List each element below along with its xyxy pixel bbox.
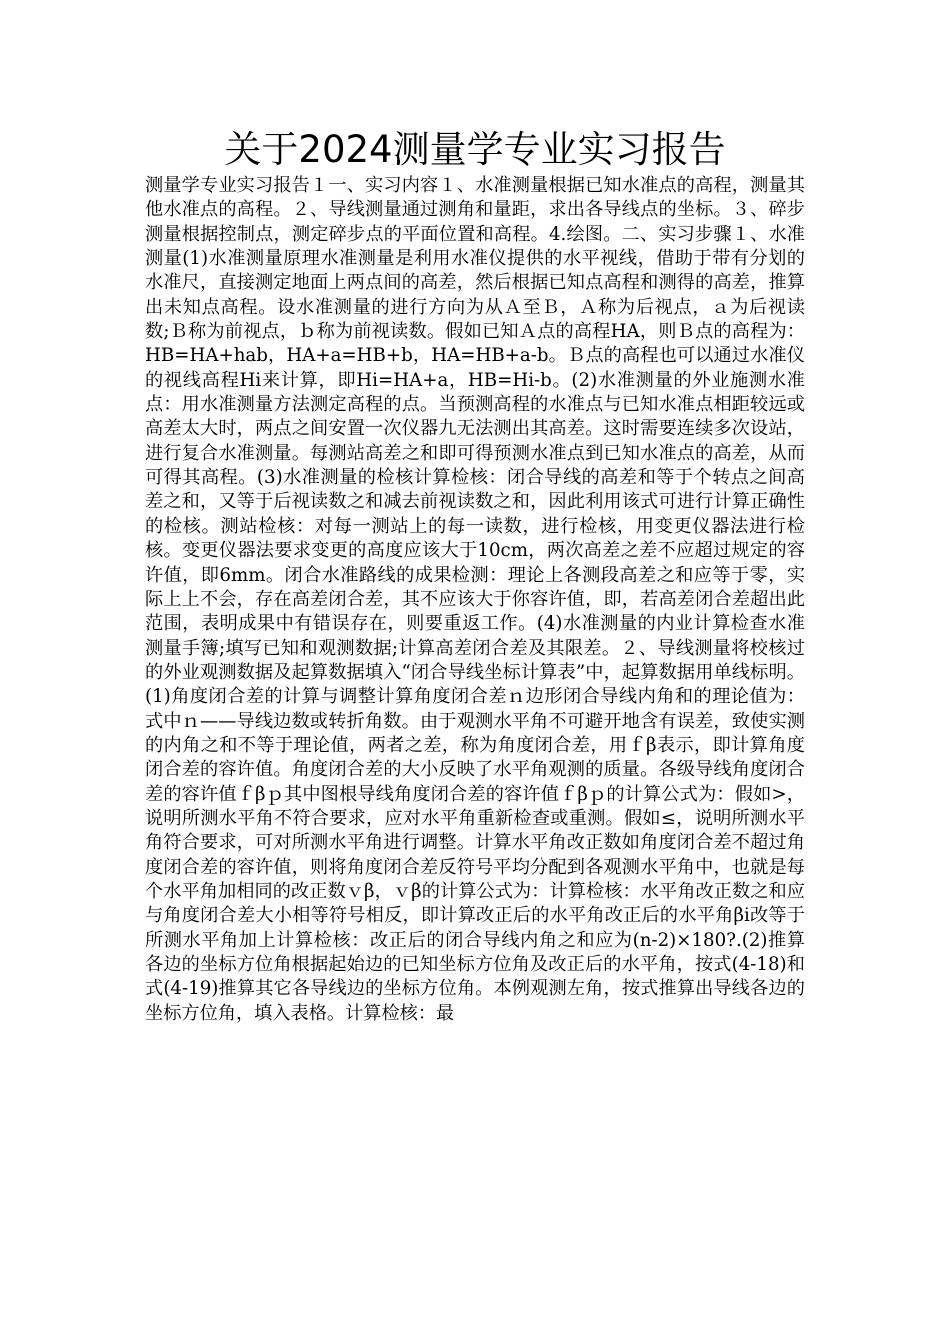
document-body-text: 测量学专业实习报告１一、实习内容１、水准测量根据已知水准点的高程，测量其他水准点的高程。２、导线测量通过测角和量距，求出各导线点的坐标。３、碎步测量根据控制点，测定碎步点的平面位置和高程。4.绘图。二、实习步骤１、水准测量(1)水准测量原理水准测量是利用水准仪提供的水平视线，借助于带有分划的水准尺，直接测定地面上两点间的高差，然后根据已知点高程和测得的高差，推算出未知点高程。设水准测量的进行方向为从Ａ至Ｂ，Ａ称为后视点，ａ为后视读数;Ｂ称为前视点，ｂ称为前视读数。假如已知Ａ点的高程HA，则Ｂ点的高程为：HB=HA+hab，HA+a=HB+b，HA=HB+a-b。Ｂ点的高程也可以通过水准仪的视线高程Hi来计算，即Hi=HA+a，HB=Hi-b。(2)水准测量的外业施测水准点：用水准测量方法测定高程的点。当预测高程的水准点与已知水准点相距较远或高差太大时，两点之间安置一次仪器九无法测出其高差。这时需要连续多次设站，进行复合水准测量。每测站高差之和即可得预测水准点到已知水准点的高差，从而可得其高程。(3)水准测量的检核计算检核：闭合导线的高差和等于个转点之间高差之和，又等于后视读数之和减去前视读数之和，因此利用该式可进行计算正确性的检核。测站检核：对每一测站上的每一读数，进行检核，用变更仪器法进行检核。变更仪器法要求变更的高度应该大于10cm，两次高差之差不应超过规定的容许值，即6mm。闭合水准路线的成果检测：理论上各测段高差之和应等于零，实际上上不会，存在高差闭合差，其不应该大于你容许值，即，若高差闭合差超出此范围，表明成果中有错误存在，则要重返工作。(4)水准测量的内业计算检查水准测量手簿;填写已知和观测数据;计算高差闭合差及其限差。２、导线测量将校核过的外业观测数据及起算数据填入“闭合导线坐标计算表”中，起算数据用单线标明。(1)角度闭合差的计算与调整计算角度闭合差ｎ边形闭合导线内角和的理论值为：式中ｎ——导线边数或转折角数。由于观测水平角不可避开地含有误差，致使实测的内角之和不等于理论值，两者之差，称为角度闭合差，用ｆβ表示，即计算角度闭合差的容许值。角度闭合差的大小反映了水平角观测的质量。各级导线角度闭合差的容许值ｆβｐ其中图根导线角度闭合差的容许值ｆβｐ的计算公式为：假如>，说明所测水平角不符合要求，应对水平角重新检查或重测。假如≤，说明所测水平角符合要求，可对所测水平角进行调整。计算水平角改正数如角度闭合差不超过角度闭合差的容许值，则将角度闭合差反符号平均分配到各观测水平角中，也就是每个水平角加相同的改正数ｖβ，ｖβ的计算公式为：计算检核：水平角改正数之和应与角度闭合差大小相等符号相反，即计算改正后的水平角改正后的水平角βi改等于所测水平角加上计算检核：改正后的闭合导线内角之和应为(n-2)×180?.(2)推算各边的坐标方位角根据起始边的已知坐标方位角及改正后的水平角，按式(4-18)和式(4-19)推算其它各导线边的坐标方位角。本例观测左角，按式推算出导线各边的坐标方位角，填入表格。计算检核：最 — [145, 175, 805, 1024]
document-title: 关于2024测量学专业实习报告 — [224, 128, 726, 171]
